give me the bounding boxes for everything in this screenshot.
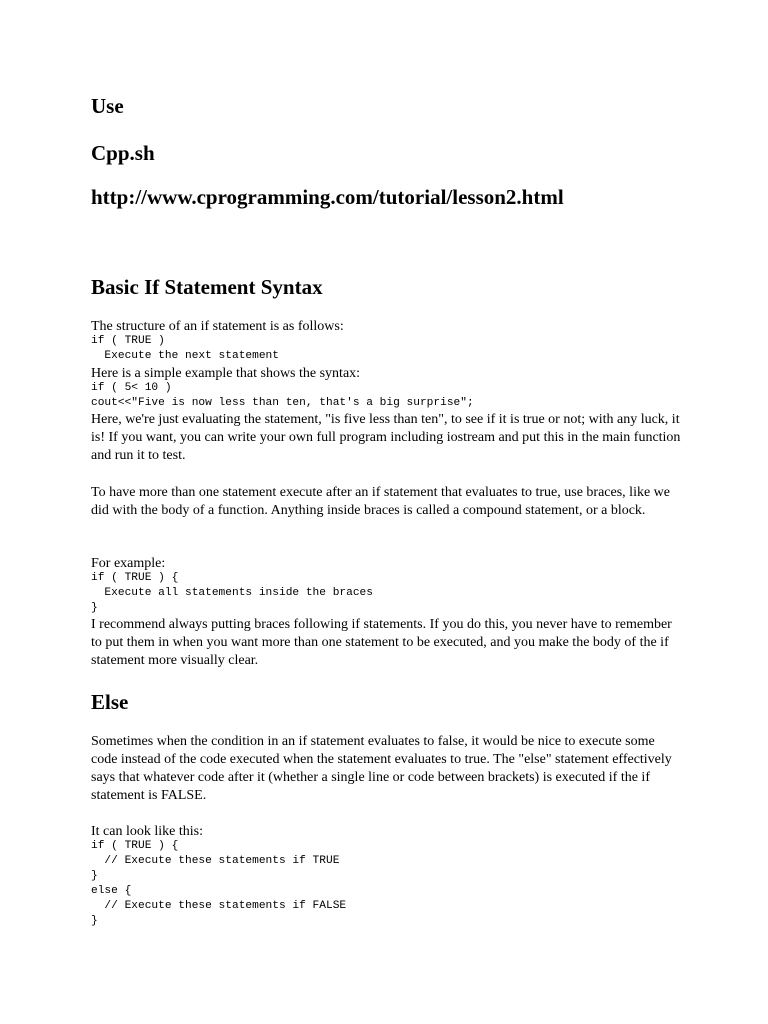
heading-cppsh: Cpp.sh [91, 141, 155, 165]
heading-else: Else [91, 690, 129, 714]
code-structure: if ( TRUE ) Execute the next statement [91, 335, 279, 362]
tutorial-url: http://www.cprogramming.com/tutorial/lesson2.html [91, 185, 564, 209]
code-braces: if ( TRUE ) { Execute all statements inside the braces } [91, 572, 373, 614]
heading-basic-if: Basic If Statement Syntax [91, 275, 323, 299]
paragraph-look: It can look like this: [91, 824, 203, 839]
paragraph-else-intro: Sometimes when the condition in an if statement evaluates to false, it would be nice to execute some code instead of the code executed when the statement evaluates to true. The "else" statement effectively says that whatever code after it (whether a single line or code between brackets) is executed if the if statement is FALSE. [91, 734, 672, 803]
paragraph-explain: Here, we're just evaluating the statement, "is five less than ten", to see if it is true or not; with any luck, it is! If you want, you can write your own full program including iostream and put this in the main function and run it to test. [91, 412, 681, 463]
heading-use: Use [91, 94, 124, 118]
paragraph-for-example: For example: [91, 556, 166, 571]
paragraph-braces: To have more than one statement execute after an if statement that evaluates to true, use braces, like we did with the body of a function. Anything inside braces is called a compound statement, or a block. [91, 485, 670, 518]
paragraph-recommend: I recommend always putting braces following if statements. If you do this, you never have to remember to put them in when you want more than one statement to be executed, and you make the body of the if statement more visually clear. [91, 617, 672, 668]
code-else: if ( TRUE ) { // Execute these statements if TRUE } else { // Execute these statements if FALSE } [91, 840, 347, 927]
paragraph-example-intro: Here is a simple example that shows the syntax: [91, 366, 361, 381]
code-example: if ( 5< 10 ) cout<<"Five is now less than ten, that's a big surprise"; [91, 382, 474, 409]
paragraph-structure: The structure of an if statement is as follows: [91, 319, 344, 334]
